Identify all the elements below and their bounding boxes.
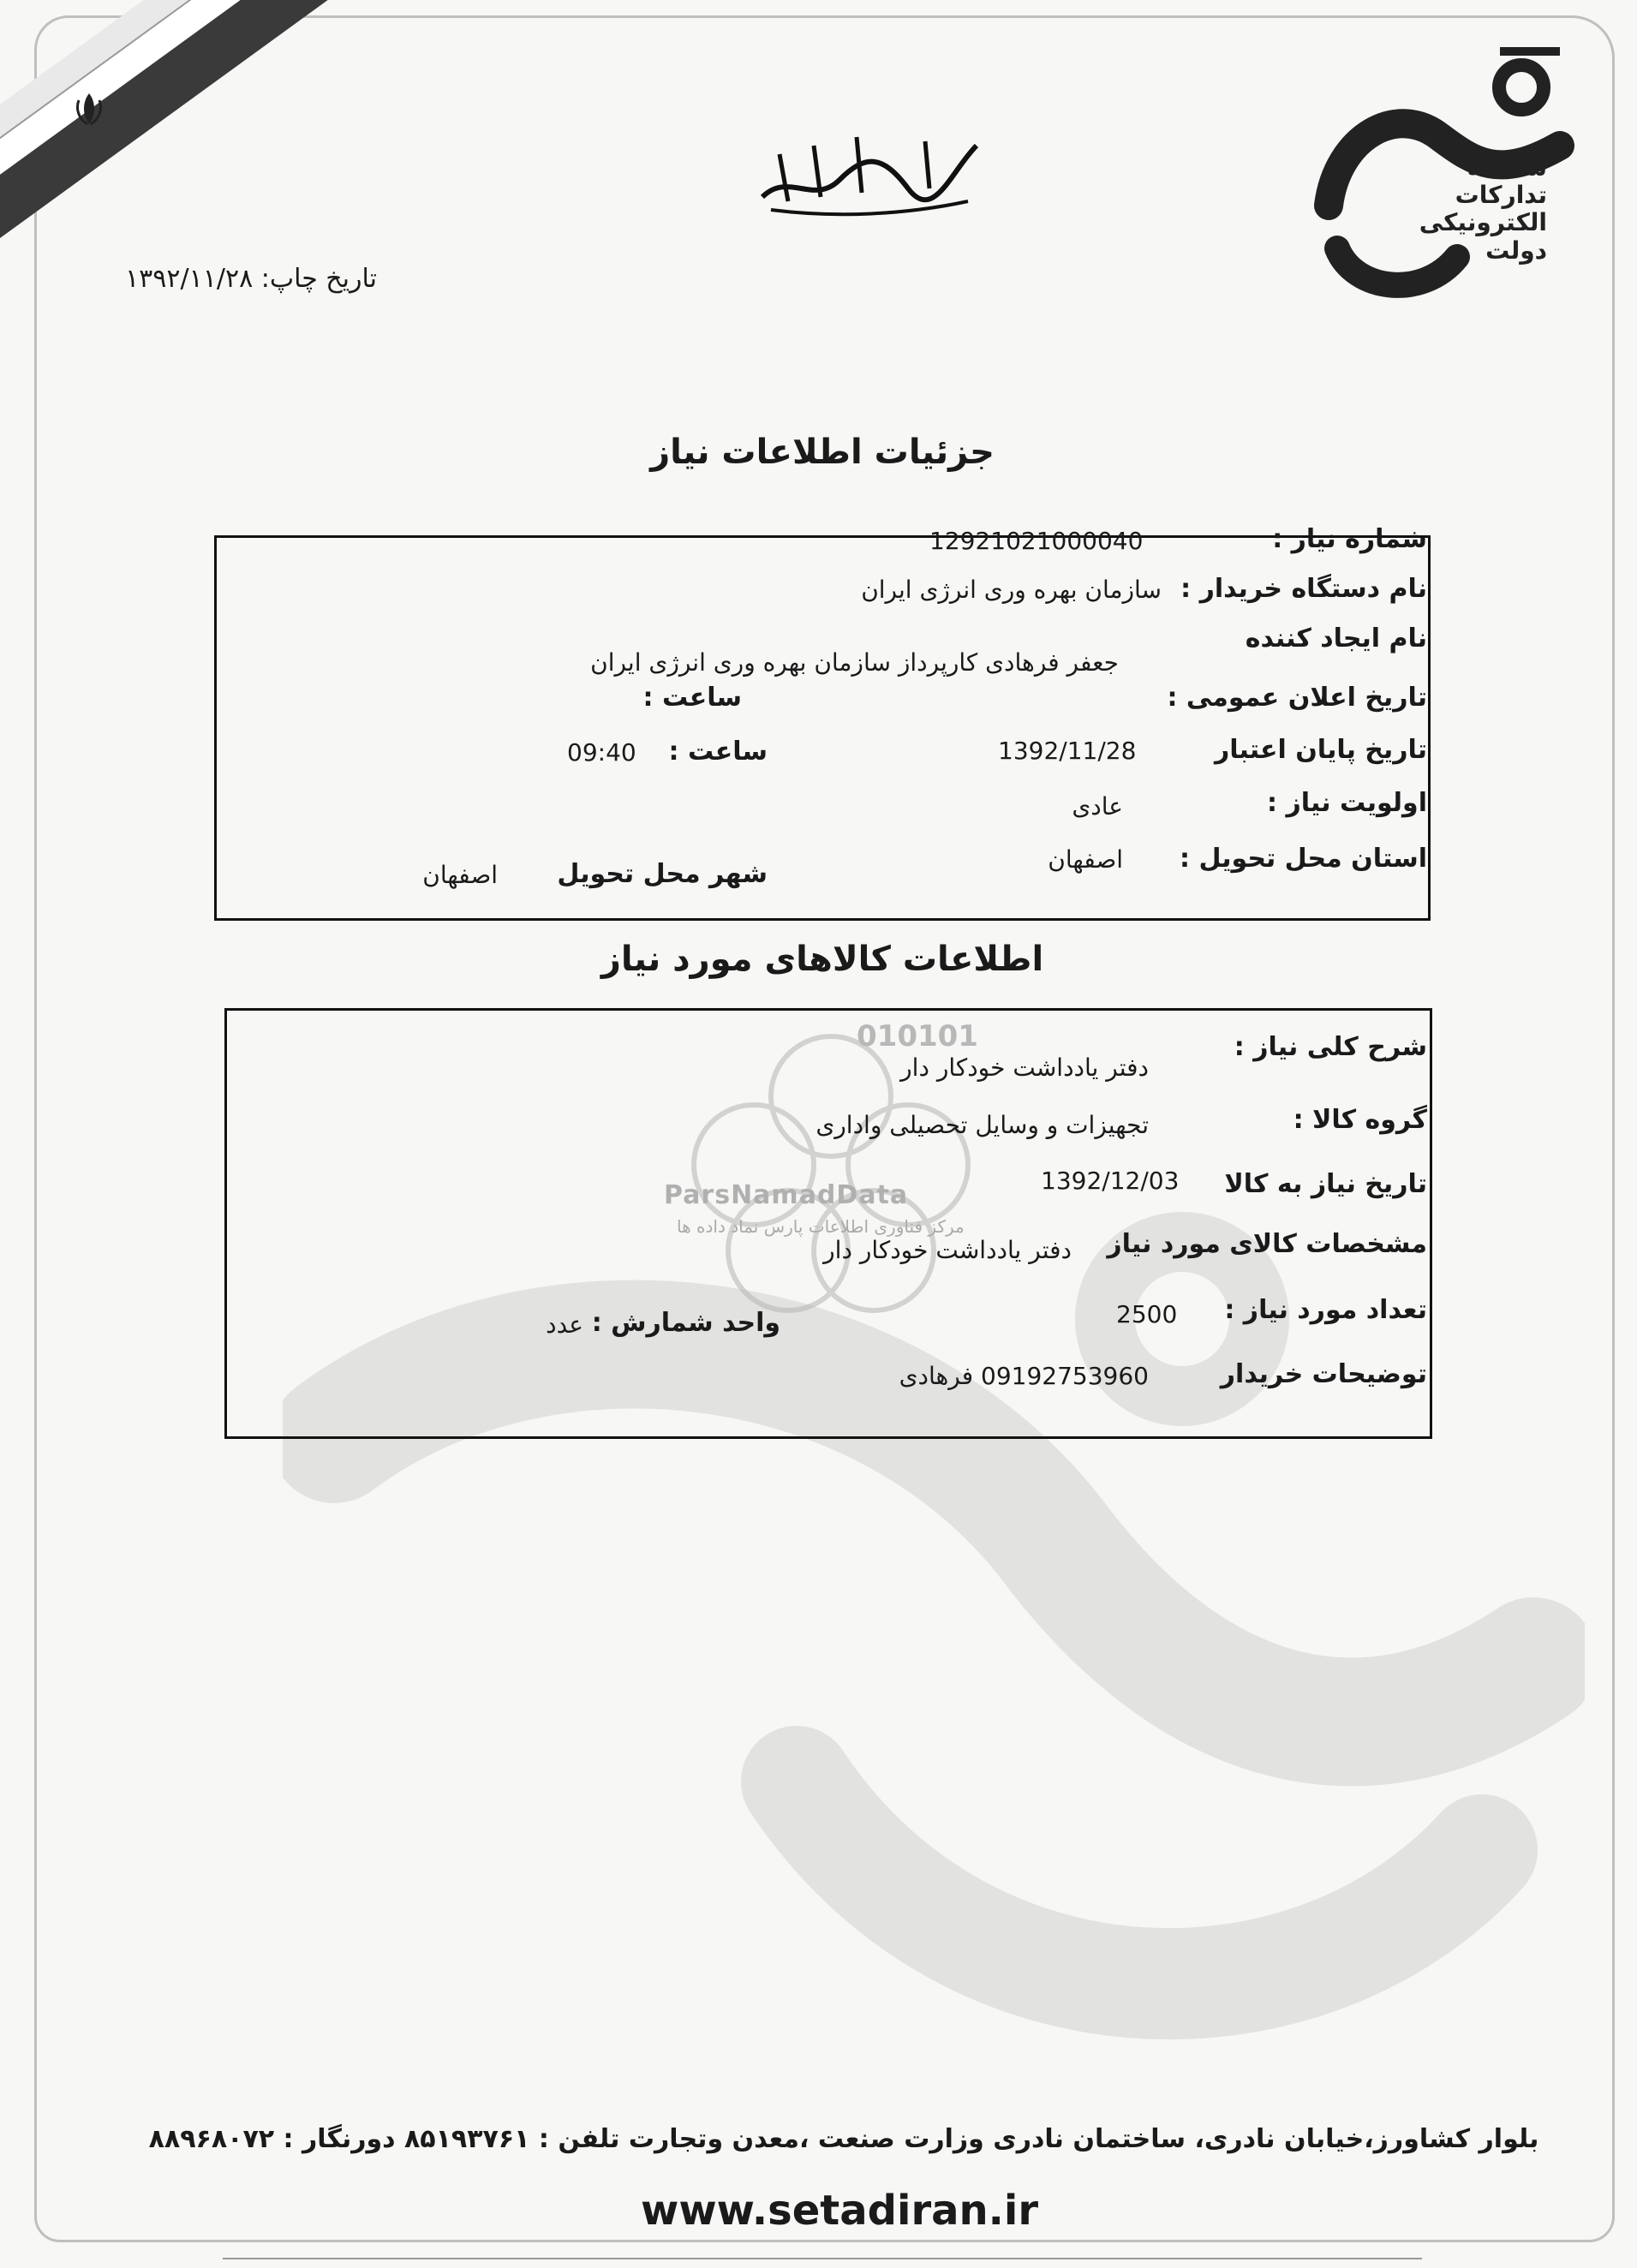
creator-label: نام ایجاد کننده: [1245, 624, 1427, 654]
expiry-time-value: 09:40: [567, 738, 636, 767]
watermark-brand: ParsNamadData: [664, 1180, 909, 1210]
watermark-digits: 010101: [857, 1019, 978, 1053]
priority-label: اولویت نیاز :: [1267, 788, 1427, 818]
expiry-value: 1392/11/28: [998, 737, 1137, 765]
watermark-subtitle: مرکز فناوری اطلاعات پارس نماد داده ها: [677, 1216, 965, 1237]
group-label: گروه کالا :: [1293, 1105, 1427, 1135]
need-date-label: تاریخ نیاز به کالا: [1224, 1169, 1427, 1199]
iran-emblem-icon: [70, 90, 108, 128]
group-value: تجهیزات و وسایل تحصیلی واداری: [816, 1111, 1149, 1139]
buyer-org-value: سازمان بهره وری انرژی ایران: [861, 576, 1162, 604]
footer-divider: [223, 2258, 1422, 2259]
creator-value: جعفر فرهادی کارپرداز سازمان بهره وری انرژی ایران: [590, 648, 1119, 677]
public-announce-label: تاریخ اعلان عمومی :: [1167, 683, 1427, 713]
need-number-value: 12921021000040: [929, 527, 1144, 555]
unit-value: عدد: [546, 1310, 583, 1339]
iran-flag-corner: [0, 0, 368, 283]
need-date-value: 1392/12/03: [1041, 1167, 1180, 1195]
buyer-notes-label: توضیحات خریدار: [1220, 1359, 1427, 1389]
unit-label: واحد شمارش :: [591, 1308, 780, 1338]
city-label: شهر محل تحویل: [557, 859, 768, 889]
print-date: تاریخ چاپ: ۱۳۹۲/۱۱/۲۸: [125, 264, 377, 294]
buyer-notes-value: 09192753960 فرهادی: [899, 1362, 1149, 1390]
province-label: استان محل تحویل :: [1180, 844, 1427, 874]
specs-label: مشخصات کالای مورد نیاز: [1107, 1229, 1427, 1259]
need-number-label: شماره نیاز :: [1272, 524, 1427, 554]
quantity-label: تعداد مورد نیاز :: [1224, 1295, 1427, 1325]
basmala-calligraphy: [754, 120, 985, 223]
general-desc-label: شرح کلی نیاز :: [1234, 1032, 1427, 1062]
quantity-value: 2500: [1116, 1300, 1178, 1328]
expiry-label: تاریخ پایان اعتبار: [1214, 735, 1427, 765]
priority-value: عادی: [1072, 792, 1123, 821]
general-desc-value: دفتر یادداشت خودکار دار: [900, 1053, 1149, 1082]
city-value: اصفهان: [422, 861, 498, 889]
goods-title: اطلاعات کالاهای مورد نیاز: [600, 940, 1044, 979]
buyer-org-label: نام دستگاه خریدار :: [1180, 574, 1427, 604]
seta-logo-caption: سامانه تدارکات الکترونیکی دولت: [1419, 153, 1547, 265]
public-announce-time-label: ساعت :: [642, 683, 742, 713]
province-value: اصفهان: [1048, 845, 1123, 874]
expiry-time-label: ساعت :: [668, 737, 768, 767]
details-title: جزئیات اطلاعات نیاز: [650, 433, 995, 472]
footer-website-link[interactable]: www.setadiran.ir: [640, 2187, 1039, 2235]
footer-address: بلوار کشاورز،خیابان نادری، ساختمان نادری وزارت صنعت ،معدن وتجارت تلفن : ۸۵۱۹۳۷۶۱ دورنگار : ۸۸۹۶۸۰۷۲: [148, 2124, 1539, 2154]
specs-value: دفتر یادداشت خودکار دار: [823, 1236, 1072, 1264]
